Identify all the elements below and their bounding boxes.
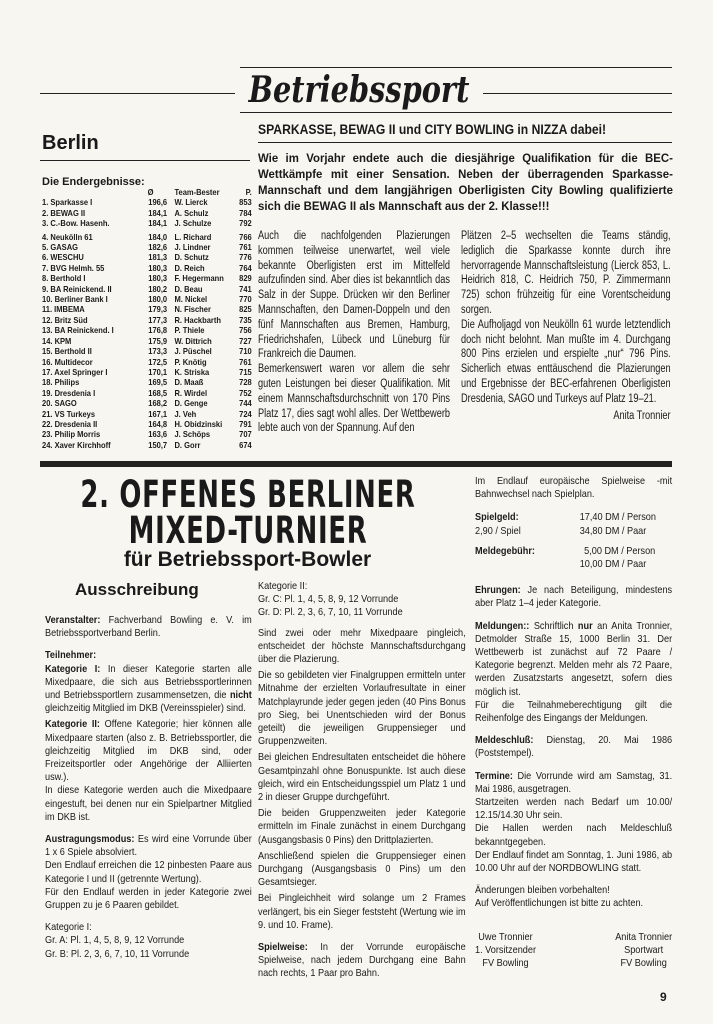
best-player-cell: D. Reich [174, 263, 205, 273]
signatures [475, 931, 672, 971]
section-divider [40, 461, 672, 467]
team-cell: 6. WESCHU [42, 253, 84, 263]
text: Offene Kategorie; hier können alle Mixedpaare starten (also z. B. Betriebssportler, die gleichzeitig Mitglied im DKB sind, oder Freizeitsportler oder Angehörige der Alliierten usw.). [45, 719, 252, 784]
col-best: Team-Bester [174, 188, 220, 197]
text: Schriftlich [529, 620, 578, 632]
table-row [42, 358, 252, 368]
team-cell: 18. Philips [42, 378, 80, 388]
results-header-row [42, 188, 252, 198]
label: Teilnehmer: [45, 650, 97, 662]
sig-org: FV Bowling [620, 958, 667, 970]
label: Kategorie II: [45, 719, 100, 731]
table-row [42, 326, 252, 336]
page-number: 9 [660, 990, 667, 1004]
table-row [42, 230, 252, 243]
label: Kategorie I: [45, 663, 101, 675]
text: nur [577, 620, 593, 632]
text: Dienstag, 20. Mai 1986 (Poststempel). [475, 735, 673, 760]
average-cell: 184,0 [148, 232, 168, 242]
average-cell: 184,1 [148, 208, 168, 218]
best-player-cell: W. Dittrich [174, 336, 212, 346]
text: Kategorie I: [45, 922, 92, 934]
pins-cell: 766 [239, 232, 252, 242]
value: 2,90 / Spiel [475, 525, 521, 537]
paragraph: Bemerkenswert waren vor allem die sehr guten Leistungen bei dieser Qualifikation. Mit einem Mannschaftsdurchschnitt von 170 Pins Platz 17, dies sagt wohl alles. Der Wettbewerb lebte auch von der Spannung. Auf den [258, 363, 450, 435]
average-cell: 176,8 [148, 326, 168, 336]
average-cell: 177,3 [148, 315, 168, 325]
tournament-title-line1: 2. OFFENES BERLINER [79, 473, 416, 516]
team-cell: 22. Dresdenia II [42, 419, 98, 429]
pins-cell: 715 [239, 367, 252, 377]
tournament-title-line2: MIXED-TURNIER [128, 509, 367, 552]
table-row [42, 430, 252, 440]
paragraph: Bei gleichen Endresultaten entscheidet die höhere Gesamtpinzahl ohne Bonuspunkte. Ist auch diese gleich, wird ein Entscheidungsspiel um Platz 1 und 2 in dieser Gruppe durchgeführt. [258, 752, 466, 804]
team-cell: 5. GASAG [42, 243, 79, 253]
average-cell: 182,6 [148, 243, 168, 253]
best-player-cell: K. Striska [174, 367, 210, 377]
text: Gr. D: Pl. 2, 3, 6, 7, 10, 11 Vorrunde [258, 607, 403, 619]
team-cell: 2. BEWAG II [42, 208, 86, 218]
text: In dieser Kategorie starten alle Mixedpaare, die sich aus Betriebssportlerinnen und Betriebssportlern zusammensetzen, die [45, 663, 252, 702]
label: Spielweise: [258, 942, 308, 954]
article-author: Anita Tronnier [613, 409, 671, 422]
average-cell: 181,3 [148, 253, 168, 263]
average-cell: 184,1 [148, 219, 168, 229]
results-heading: Die Endergebnisse: [42, 176, 145, 188]
pins-cell: 829 [239, 274, 252, 284]
pins-cell: 792 [239, 219, 252, 229]
best-player-cell: A. Schulz [174, 208, 209, 218]
results-city-heading: Berlin [42, 132, 99, 154]
team-cell: 11. IMBEMA [42, 305, 85, 315]
value: 17,40 DM / Person [579, 512, 656, 524]
average-cell: 168,5 [148, 388, 168, 398]
table-row [42, 219, 252, 229]
section-heading: Ausschreibung [75, 580, 199, 599]
pins-cell: 761 [239, 243, 252, 253]
col-pins: P. [245, 188, 252, 197]
pins-cell: 761 [239, 357, 252, 367]
best-player-cell: D. Genge [174, 399, 208, 409]
value: 5,00 DM / Person [584, 545, 656, 557]
text: Die Vorrunde wird am Samstag, 31. Mai 1986, ausgetragen. [475, 770, 673, 795]
text: Der Endlauf findet am Sonntag, 1. Juni 1986, ab 10.00 Uhr auf der NORDBOWLING statt. [475, 849, 673, 875]
average-cell: 175,9 [148, 336, 168, 346]
tournament-title-line2-wrap [40, 509, 455, 552]
pins-cell: 724 [239, 409, 252, 419]
average-cell: 170,1 [148, 367, 168, 377]
table-row [42, 285, 252, 295]
tournament-column-2 [258, 580, 466, 984]
team-cell: 24. Xaver Kirchhoff [42, 440, 111, 450]
pins-cell: 756 [239, 326, 252, 336]
best-player-cell: J. Schöps [174, 430, 211, 440]
table-row [42, 209, 252, 219]
pins-cell: 728 [239, 378, 252, 388]
tournament-column-1 [45, 614, 252, 964]
paragraph: Bei Pingleichheit wird solange um 2 Frames verlängert, bis ein Sieger feststeht (Wertung wie im 9. und 10. Frame). [258, 893, 466, 931]
article-column-2 [461, 229, 671, 423]
average-cell: 163,6 [148, 430, 168, 440]
signature-2 [615, 931, 672, 971]
team-cell: 20. SAGO [42, 399, 77, 409]
average-cell: 196,6 [148, 198, 168, 208]
label: Meldungen:: [475, 620, 530, 632]
signature-1 [475, 931, 536, 971]
section-title: Betriebssport [248, 69, 470, 111]
article-headline: SPARKASSE, BEWAG II und CITY BOWLING in NIZZA dabei! [258, 122, 607, 137]
average-cell: 180,2 [148, 284, 168, 294]
pins-cell: 791 [239, 419, 252, 429]
table-row [42, 198, 252, 208]
paragraph: Plätzen 2–5 wechselten die Teams ständig, lediglich die Sparkasse konnte durch ihre hervorragende Mannschaftsleistung (Lierck 853, L. Heidrich 818, C. Heidrich 750, P. Zimmermann 725) schon frühzeitig für eine Vorentscheidung sorgen. [461, 230, 671, 316]
table-row [42, 295, 252, 305]
best-player-cell: D. Maaß [174, 378, 204, 388]
best-player-cell: W. Lierck [174, 198, 208, 208]
table-row [42, 378, 252, 388]
pins-cell: 770 [239, 295, 252, 305]
text: In der Vorrunde europäische Spielweise, nach jedem Durchgang eine Bahn nach rechts, 1 Paar pro Bahn. [258, 942, 466, 980]
best-player-cell: D. Schutz [174, 253, 209, 263]
best-player-cell: L. Richard [174, 232, 212, 242]
average-cell: 180,0 [148, 295, 168, 305]
paragraph: Die so gebildeten vier Finalgruppen ermitteln unter Mitnahme der erzielten Vorlaufresultate in einer Matchplayrunde jeder gegen jeden (40 Pins Bonus pro Sieg, bei Unentschieden wird der Bonus geteilt) die jeweiligen Gruppensieger und Gruppenzweiten. [258, 670, 466, 748]
value: 34,80 DM / Paar [579, 525, 647, 537]
team-cell: 15. Berthold II [42, 347, 92, 357]
team-cell: 19. Dresdenia I [42, 388, 96, 398]
team-cell: 12. Britz Süd [42, 315, 88, 325]
headline-rule [258, 142, 672, 143]
team-cell: 9. BA Reinickend. II [42, 284, 112, 294]
text: Startzeiten werden nach Bedarf um 10.00/ 12.15/14.30 Uhr sein. [475, 797, 673, 822]
text: Gr. B: Pl. 2, 3, 6, 7, 10, 11 Vorrunde [45, 948, 190, 960]
pins-cell: 853 [239, 198, 252, 208]
text: Es wird eine Vorrunde über 1 x 6 Spiele absolviert. [45, 834, 252, 859]
tournament-column-3 [475, 475, 672, 970]
text: gleichzeitig Mitglied im DKB (Vereinsspieler) sind. [45, 703, 246, 715]
paragraph: Anschließend spielen die Gruppensieger einen Durchgang (Ausgangsbasis 0 Pins) um den Gesamtsieger. [258, 850, 466, 889]
col-team [42, 188, 134, 198]
text: Auf Veröffentlichungen ist bitte zu achten. [475, 898, 644, 910]
team-cell: 14. KPM [42, 336, 72, 346]
table-row [42, 316, 252, 326]
average-cell: 180,3 [148, 274, 168, 284]
average-cell: 167,1 [148, 409, 168, 419]
masthead-right-rule [483, 93, 672, 94]
tournament-subtitle: für Betriebssport-Bowler [123, 548, 372, 571]
average-cell: 164,8 [148, 419, 168, 429]
results-table [42, 188, 252, 451]
pins-cell: 707 [239, 430, 252, 440]
best-player-cell: H. Obidzinski [174, 419, 223, 429]
best-player-cell: N. Fischer [174, 305, 211, 315]
text: Den Endlauf erreichen die 12 pinbesten Paare aus Kategorie I und II (getrennte Wertung). [45, 860, 252, 885]
paragraph: Auch die nachfolgenden Plazierungen kommen teilweise unerwartet, weil viele bekannte Oberligisten erst im Mittelfeld aufzufinden sind. Aber dies ist bekanntlich das Salz in der Suppe. Drücken wir den Berliner Mannschaften, den Damen-Doppeln und den fünf Mannschaften aus Bremen, Hamburg, Friedrichshafen, Lübeck und Lüneburg für Frankreich die Daumen. [258, 230, 450, 361]
paragraph: Die beiden Gruppenzweiten jeder Kategorie ermitteln im Finale zunächst in einem Durchgang (Ausgangsbasis 0 Pins) den Drittplazierten. [258, 808, 466, 846]
best-player-cell: J. Lindner [174, 243, 211, 253]
pins-cell: 764 [239, 263, 252, 273]
team-cell: 4. Neukölln 61 [42, 232, 93, 242]
label: Termine: [475, 770, 513, 782]
best-player-cell: J. Schulze [174, 219, 212, 229]
label: Veranstalter: [45, 615, 101, 626]
text: nicht [229, 690, 252, 702]
label: Meldegebühr: [475, 545, 535, 557]
table-row [42, 264, 252, 274]
table-row [42, 337, 252, 347]
results-table-wrap [42, 188, 252, 451]
team-cell: 1. Sparkasse I [42, 198, 93, 208]
table-row [42, 399, 252, 409]
table-row [42, 253, 252, 263]
article-column-1 [258, 229, 450, 436]
average-cell: 168,2 [148, 399, 168, 409]
average-cell: 179,3 [148, 305, 168, 315]
team-cell: 13. BA Reinickend. I [42, 326, 114, 336]
best-player-cell: M. Nickel [174, 295, 208, 305]
sig-name: Anita Tronnier [615, 931, 673, 943]
col-average: Ø [147, 188, 154, 197]
team-cell: 10. Berliner Bank I [42, 295, 108, 305]
pins-cell: 752 [239, 388, 252, 398]
label: Spielgeld: [475, 512, 519, 524]
label: Meldeschluß: [475, 735, 534, 747]
pins-cell: 674 [239, 440, 252, 450]
table-row [42, 274, 252, 284]
best-player-cell: R. Hackbarth [174, 315, 221, 325]
pins-cell: 776 [239, 253, 252, 263]
text: an Anita Tronnier, Detmolder Straße 15, 1000 Berlin 31. Der Wettbewerb ist zunächst auf 72 Paare / Kategorie begrenzt. Melden mehr als 72 Paare, werden Zusatzstarts angesetzt, sofern dies möglich ist. [475, 620, 673, 698]
best-player-cell: J. Veh [174, 409, 197, 419]
table-row [42, 243, 252, 253]
sig-name: Uwe Tronnier [478, 931, 533, 943]
pins-cell: 741 [239, 284, 252, 294]
team-cell: 8. Berthold I [42, 274, 86, 284]
table-row [42, 420, 252, 430]
label: Austragungsmodus: [45, 834, 135, 846]
best-player-cell: J. Püschel [174, 347, 212, 357]
best-player-cell: R. Wirdel [174, 388, 208, 398]
pins-cell: 825 [239, 305, 252, 315]
pins-cell: 784 [239, 208, 252, 218]
text: Kategorie II: [258, 581, 308, 592]
average-cell: 172,5 [148, 357, 168, 367]
average-cell: 173,3 [148, 347, 168, 357]
pins-cell: 744 [239, 399, 252, 409]
best-player-cell: P. Knötig [174, 357, 207, 367]
team-cell: 7. BVG Helmh. 55 [42, 263, 105, 273]
sig-role: Sportwart [624, 944, 664, 956]
text: Fachverband Bowling e. V. im Betriebssportverband Berlin. [45, 615, 252, 640]
text: Gr. A: Pl. 1, 4, 5, 8, 9, 12 Vorrunde [45, 935, 185, 947]
best-player-cell: F. Hegermann [174, 274, 224, 284]
best-player-cell: D. Beau [174, 284, 203, 294]
team-cell: 23. Philip Morris [42, 430, 101, 440]
text: In diese Kategorie werden auch die Mixedpaare eingestuft, bei denen nur ein Spielpartner Mitglied im DKB ist. [45, 785, 252, 823]
masthead [240, 67, 478, 117]
text: Je nach Beteiligung, mindestens aber Platz 1–4 jeder Kategorie. [475, 585, 673, 610]
text: Für die Teilnahmeberechtigung gilt die Reihenfolge des Eingangs der Meldungen. [475, 699, 673, 725]
paragraph: Sind zwei oder mehr Mixedpaare pingleich, entscheidet der höchste Mannschaftsdurchgang über die Plazierung. [258, 627, 466, 666]
average-cell: 169,5 [148, 378, 168, 388]
text: Die Hallen werden nach Meldeschluß bekanntgegeben. [475, 823, 673, 848]
article-intro: Wie im Vorjahr endete auch die diesjährige Qualifikation für die BEC-Wettkämpfe mit einer Sensation. Neben der überragenden Sparkasse-Mannschaft und dem langjährigen Oberligisten City Bowling qualifizierte sich die BEWAG II als Mannschaft aus der 2. Klasse!!! [258, 151, 673, 213]
best-player-cell: P. Thiele [174, 326, 205, 336]
pins-cell: 710 [239, 347, 252, 357]
masthead-left-rule [40, 93, 235, 94]
sig-role: 1. Vorsitzender [475, 944, 536, 956]
table-row [42, 305, 252, 315]
team-cell: 17. Axel Springer I [42, 367, 108, 377]
text: Für den Endlauf werden in jeder Kategorie zwei Gruppen zu je 6 Paaren gebildet. [45, 886, 252, 912]
table-row [42, 389, 252, 399]
sig-org: FV Bowling [482, 958, 529, 970]
average-cell: 150,7 [148, 440, 168, 450]
best-player-cell: D. Gorr [174, 440, 201, 450]
team-cell: 3. C.-Bow. Hasenh. [42, 219, 110, 229]
table-row [42, 441, 252, 451]
label: Ehrungen: [475, 585, 521, 597]
pins-cell: 727 [239, 336, 252, 346]
table-row [42, 347, 252, 357]
paragraph: Die Aufholjagd von Neukölln 61 wurde letztendlich doch nicht belohnt. Man mußte im 4. Durchgang 800 Pins erzielen und erspielte „nur“ 796 Pins. Sicherlich etwas enttäuschend die Plazierungen und Ergebnisse der BEC-erfahrenen Oberligisten Dresdenia, SAGO und Turkeys auf Platz 19–21. [461, 318, 671, 405]
value: 10,00 DM / Paar [579, 559, 647, 571]
results-rule [40, 160, 250, 161]
text: Gr. C: Pl. 1, 4, 5, 8, 9, 12 Vorrunde [258, 594, 399, 606]
average-cell: 180,3 [148, 263, 168, 273]
team-cell: 21. VS Turkeys [42, 409, 96, 419]
pins-cell: 735 [239, 315, 252, 325]
text: Änderungen bleiben vorbehalten! [475, 885, 610, 897]
paragraph: Im Endlauf europäische Spielweise -mit Bahnwechsel nach Spielplan. [475, 476, 673, 501]
table-row [42, 410, 252, 420]
table-row [42, 368, 252, 378]
team-cell: 16. Multidecor [42, 357, 93, 367]
